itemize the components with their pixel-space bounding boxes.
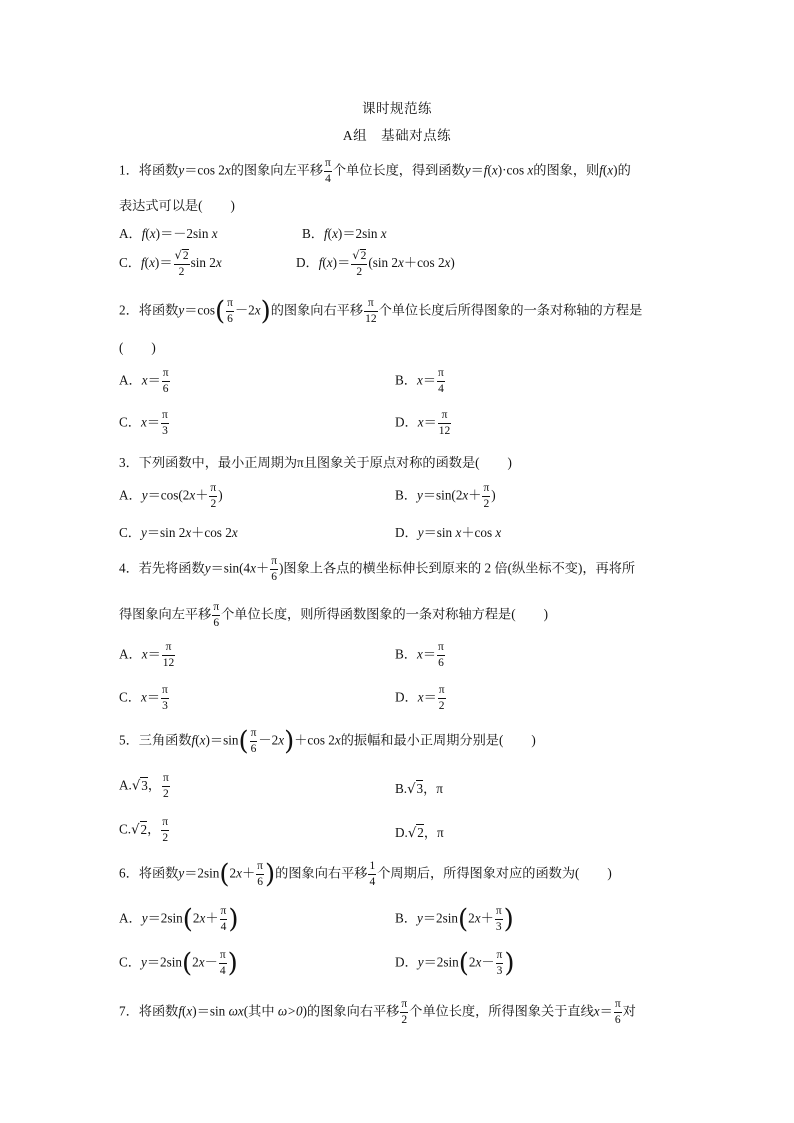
q5-option-b[interactable]: B.√3，π [395,781,443,797]
q5-option-a[interactable]: A.√3， $\frac{\pi}{2}$ [119,772,169,800]
q6-option-d[interactable]: D．y＝2sin(2x－ $\frac{\pi}{3}$ ) [395,948,515,979]
q1-option-d[interactable]: D．f(x)＝ $\frac{√2}{2}$ (sin 2x＋cos 2x) [296,248,455,278]
q4-option-b[interactable]: B．x＝ $\frac{\pi}{6}$ [395,641,444,669]
q3-option-b[interactable]: B．y＝sin(2x＋ $\frac{\pi}{2}$ ) [395,482,496,510]
q2-option-c[interactable]: C．x＝ $\frac{\pi}{3}$ [119,409,168,437]
q3-option-d[interactable]: D．y＝sin x＋cos x [395,525,502,540]
q6-option-b[interactable]: B．y＝2sin(2x＋ $\frac{\pi}{3}$ ) [395,904,514,935]
q4-stem-line2: 得图象向左平移 $\frac{\pi}{6}$ 个单位长度，则所得函数图象的一条对称轴方程是( ) [119,601,549,629]
q1-option-c[interactable]: C．f(x)＝ $\frac{√2}{2}$ sin 2x [119,248,222,278]
q2-stem-line2: ( ) [119,340,156,355]
q6-option-c[interactable]: C．y＝2sin(2x－ $\frac{\pi}{4}$ ) [119,948,238,979]
q3-stem: 3．下列函数中，最小正周期为π且图象关于原点对称的函数是( ) [119,455,512,470]
q3-option-c[interactable]: C．y＝sin 2x＋cos 2x [119,525,238,540]
q1-option-a[interactable]: A．f(x)＝－2sin x [119,226,218,241]
q1-stem-line1: 1．将函数y＝cos 2x的图象向左平移 $\frac{\pi}{4}$ 个单位长度，得到函数y＝f(x)·cos x的图象，则f(x)的 [119,157,631,185]
page-title: 课时规范练 [362,101,432,116]
q4-option-a[interactable]: A．x＝ $\frac{\pi}{12}$ [119,641,175,669]
q1-option-b[interactable]: B．f(x)＝2sin x [302,226,387,241]
q6-stem: 6．将函数y＝2sin(2x＋ $\frac{\pi}{6}$ )的图象向右平移 $\frac{1}{4}$ 个周期后，所得图象对应的函数为( ) [119,859,612,890]
q4-stem-line1: 4．若先将函数y＝sin(4x＋ $\frac{\pi}{6}$ )图象上各点的横坐标伸长到原来的 2 倍(纵坐标不变)，再将所 [119,555,636,583]
q6-option-a[interactable]: A．y＝2sin(2x＋ $\frac{\pi}{4}$ ) [119,904,239,935]
q1-stem-line2: 表达式可以是( ) [119,198,235,213]
q4-option-d[interactable]: D．x＝ $\frac{\pi}{2}$ [395,684,445,712]
q2-option-b[interactable]: B．x＝ $\frac{\pi}{4}$ [395,367,444,395]
q2-option-a[interactable]: A．x＝ $\frac{\pi}{6}$ [119,367,169,395]
q3-option-a[interactable]: A．y＝cos(2x＋ $\frac{\pi}{2}$ ) [119,482,223,510]
section-title: A组 基础对点练 [342,128,452,143]
q7-stem: 7．将函数f(x)＝sin ωx(其中 ω>0)的图象向右平移 $\frac{\pi}{2}$ 个单位长度，所得图象关于直线x＝ $\frac{\pi}{6}$ 对 [119,998,636,1026]
q4-option-c[interactable]: C．x＝ $\frac{\pi}{3}$ [119,684,168,712]
q5-stem: 5．三角函数f(x)＝sin( $\frac{\pi}{6}$ －2x)＋cos 2x的振幅和最小正周期分别是( ) [119,726,536,757]
q5-option-c[interactable]: C.√2， $\frac{\pi}{2}$ [119,816,169,844]
q2-stem-line1: 2．将函数y＝cos( $\frac{\pi}{6}$ －2x)的图象向右平移 $\frac{\pi}{12}$ 个单位长度后所得图象的一条对称轴的方程是 [119,296,643,327]
q2-option-d[interactable]: D．x＝ $\frac{\pi}{12}$ [395,409,451,437]
q5-option-d[interactable]: D.√2，π [395,825,444,841]
